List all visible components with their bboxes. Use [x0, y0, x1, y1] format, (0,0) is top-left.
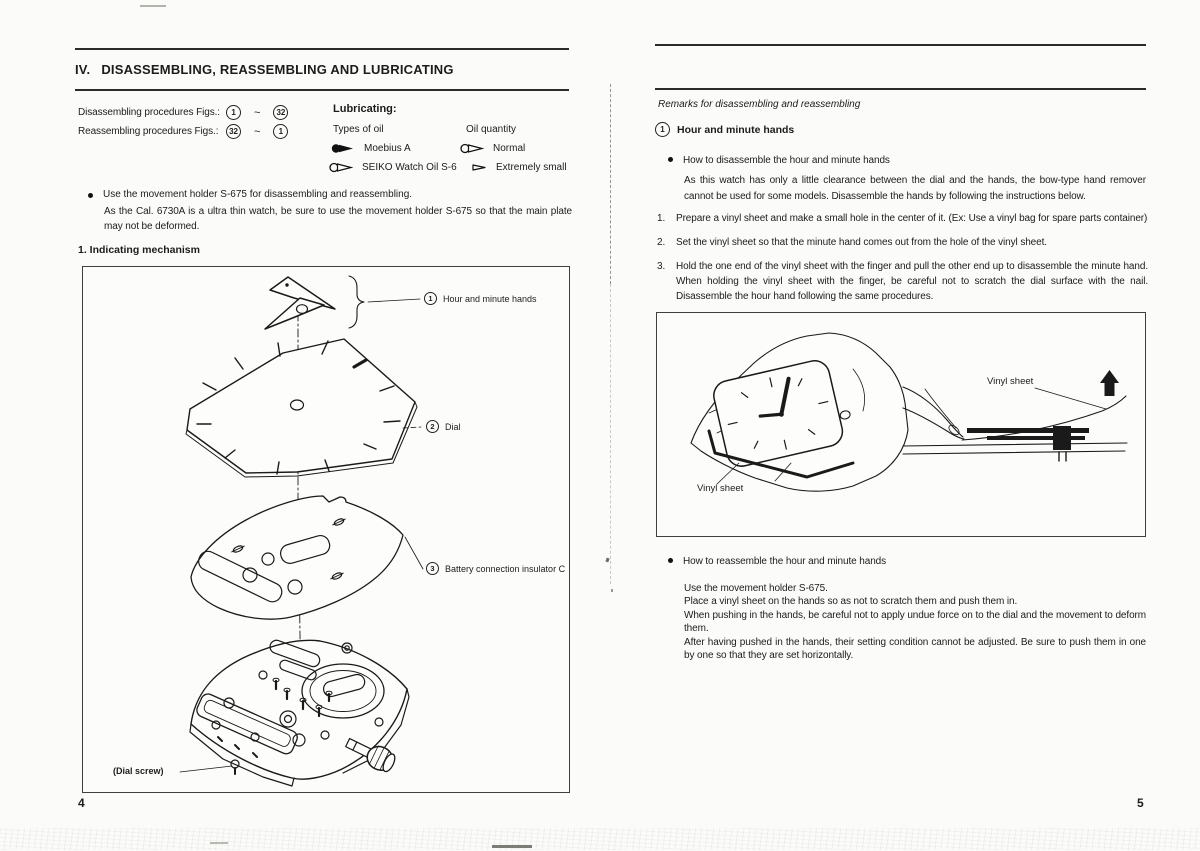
step-item [657, 235, 1148, 250]
step-text: Prepare a vinyl sheet and make a small hole in the center of it. (Ex: Use a vinyl bag for spare parts container) [676, 213, 1148, 224]
callout-text: Battery connection insulator C [445, 563, 566, 574]
oil-type-label: SEIKO Watch Oil S-6 [362, 162, 457, 173]
right-page-number: 5 [1137, 796, 1144, 810]
callout-hour-minute-hands [424, 292, 537, 305]
section-title-text: DISASSEMBLING, REASSEMBLING AND LUBRICATING [101, 62, 454, 77]
callout-dial [426, 420, 461, 433]
dial-screw-label: (Dial screw) [113, 766, 164, 776]
moebius-a-oil-icon [331, 143, 355, 154]
reassemble-line: Place a vinyl sheet on the hands so as not to scratch them and push them in. [684, 596, 1018, 608]
figure-number-badge: 1 [273, 124, 288, 139]
reassemble-bullet-text: How to reassemble the hour and minute hands [683, 556, 887, 567]
reassemble-line: After having pushed in the hands, their setting condition cannot be adjusted. Be sure to push them in one by one so that they are set horizontally. [684, 636, 1146, 662]
remarks-heading: Remarks for disassembling and reassembling [658, 99, 861, 110]
vinyl-sheet-label-right: Vinyl sheet [987, 376, 1034, 387]
section-number-badge: 1 [655, 122, 670, 137]
scan-speck [605, 558, 609, 563]
left-page-number: 4 [78, 796, 85, 810]
vinyl-sheet-figure [656, 312, 1146, 537]
oil-quantity-row [471, 162, 567, 173]
section-hour-minute-hands-heading [655, 122, 794, 137]
movement-holder-note-text: Use the movement holder S-675 for disassembling and reassembling. [103, 189, 413, 200]
indicating-mechanism-heading: 1. Indicating mechanism [78, 244, 200, 256]
callout-number-badge: 1 [424, 292, 437, 305]
disassemble-bullet-text: How to disassemble the hour and minute hands [683, 155, 890, 166]
bullet-dot [668, 157, 673, 162]
step-text: Hold the one end of the vinyl sheet with the finger and pull the other end up to disassemble the minute hand. When holding the vinyl sheet with the finger, be careful not to scratch the dial surface with the nail. Disassemble the hour hand following the same procedures. [676, 261, 1148, 302]
disassembling-procedures-label: Disassembling procedures Figs.: [78, 107, 220, 118]
callout-number-badge: 2 [426, 420, 439, 433]
seiko-watch-oil-icon [329, 162, 353, 173]
vinyl-sheet-drawing [657, 313, 1144, 535]
bullet-dot [668, 558, 673, 563]
step-text: Set the vinyl sheet so that the minute hand comes out from the hole of the vinyl sheet. [676, 237, 1047, 248]
left-page-title-rule [75, 89, 569, 91]
disassemble-intro: As this watch has only a little clearance between the dial and the hands, the bow-type hand remover cannot be used for some models. Disassemble the hands by following the instructions below. [684, 175, 1146, 203]
step-item [657, 259, 1148, 304]
range-tilde: ~ [254, 125, 261, 138]
reassembling-procedures-label: Reassembling procedures Figs.: [78, 126, 219, 137]
scan-noise-band [0, 828, 1200, 850]
oil-type-label: Moebius A [364, 143, 411, 154]
page-title [75, 62, 454, 77]
step-number: 3. [657, 261, 666, 272]
disassemble-bullet [668, 153, 1138, 168]
movement-holder-note [88, 189, 570, 200]
extremely-small-quantity-icon [471, 163, 487, 172]
scan-artifact-dash [492, 845, 532, 848]
right-page-top-rule [655, 44, 1146, 46]
oil-quantity-row [460, 143, 525, 154]
disassembling-procedures-row [78, 105, 288, 120]
normal-quantity-icon [460, 143, 484, 154]
figure-number-badge: 1 [226, 105, 241, 120]
section-number: IV. [75, 62, 91, 77]
oil-type-row [329, 162, 457, 173]
disassemble-steps [657, 211, 1148, 313]
step-item [657, 211, 1148, 226]
step-number: 2. [657, 237, 666, 248]
oil-quantity-label: Extremely small [496, 162, 567, 173]
oil-quantity-label: Normal [493, 143, 526, 154]
callout-text: Hour and minute hands [443, 293, 537, 304]
reassemble-line: When pushing in the hands, be careful not to apply undue force on to the dial and the movement to deform them. [684, 609, 1146, 635]
vinyl-sheet-label-left: Vinyl sheet [697, 483, 744, 494]
exploded-view-drawing [83, 267, 570, 793]
scan-artifact-dash [140, 5, 166, 7]
reassemble-line: Use the movement holder S-675. [684, 583, 828, 594]
reassemble-bullet [668, 554, 1138, 569]
scan-artifact-dash [210, 842, 228, 844]
oil-type-row [331, 143, 411, 154]
indicating-mechanism-figure [82, 266, 570, 793]
reassembling-procedures-row [78, 124, 288, 139]
oil-quantity-heading: Oil quantity [466, 124, 517, 135]
page-gutter-line-faint [610, 284, 611, 584]
page-gutter-line [610, 84, 611, 284]
section-heading-text: Hour and minute hands [677, 123, 795, 136]
scan-speck [611, 589, 613, 592]
callout-text: Dial [445, 421, 461, 432]
right-page-second-rule [655, 88, 1146, 90]
range-tilde: ~ [254, 106, 261, 119]
figure-number-badge: 32 [273, 105, 288, 120]
step-number: 1. [657, 213, 666, 224]
left-page-top-rule [75, 48, 569, 50]
callout-battery-connection-insulator [426, 562, 565, 575]
callout-number-badge: 3 [426, 562, 439, 575]
lubricating-heading: Lubricating: [333, 103, 397, 115]
types-of-oil-heading: Types of oil [333, 124, 384, 135]
figure-number-badge: 32 [226, 124, 241, 139]
bullet-dot [88, 193, 93, 198]
reassemble-instructions [684, 582, 1146, 662]
movement-holder-note-detail: As the Cal. 6730A is a ultra thin watch, be sure to use the movement holder S-675 so that the main plate may not be deformed. [104, 206, 572, 232]
